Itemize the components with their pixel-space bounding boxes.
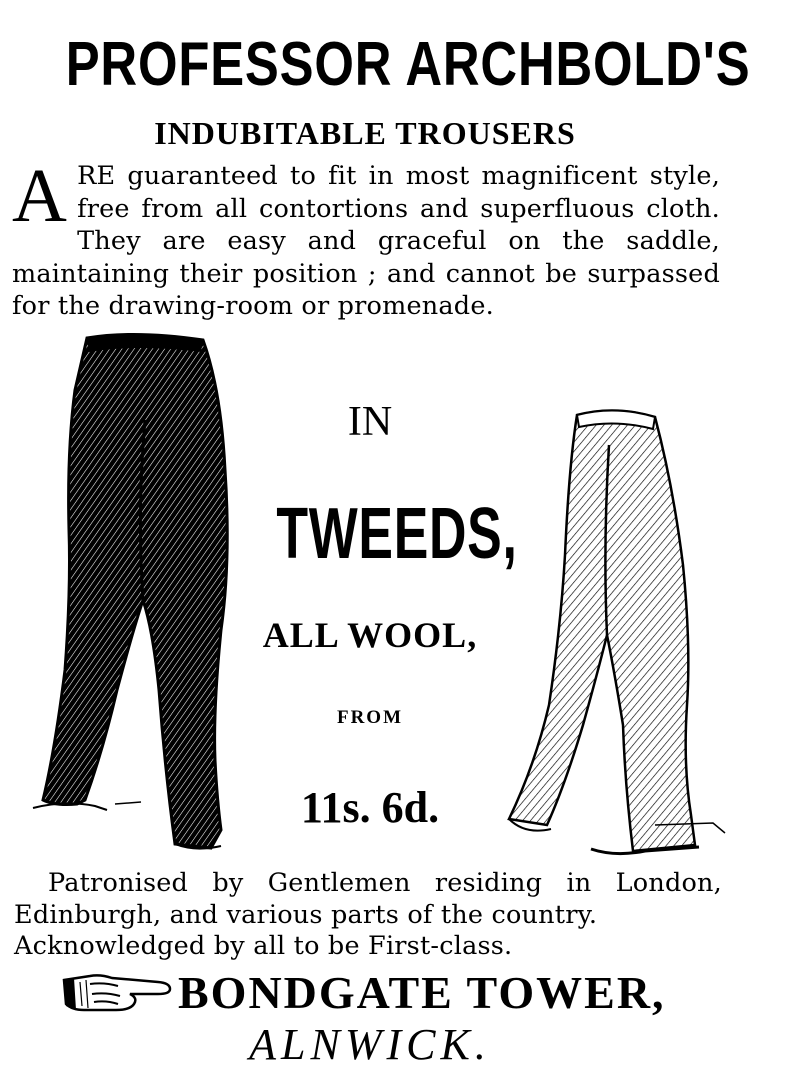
offer-material: TWEEDS, [276,494,518,574]
address-row [60,968,700,1018]
subheadline: INDUBITABLE TROUSERS [154,115,576,151]
offer-from: FROM [336,707,404,728]
offer-in: IN [347,399,393,445]
pointing-hand-icon [60,970,176,1014]
dark-trousers-illustration [25,330,245,860]
address-street: BONDGATE TOWER, [178,967,666,1018]
intro-body: RE guaranteed to fit in most magnificent style, free from all contortions and superfluous cloth. They are easy and graceful on the saddle, maintaining their position ; and cannot be surpassed for the drawing-room or promenade. [12,161,720,321]
offer-fabric: ALL WOOL, [262,615,478,655]
headline: PROFESSOR ARCHBOLD'S [65,30,751,99]
patronage-text [14,868,722,963]
patronage-line-2: Acknowledged by all to be First-class. [14,931,513,961]
drop-cap: A [12,154,68,238]
address-town: ALNWICK. [249,1020,491,1069]
patronage-line-1: Patronised by Gentlemen residing in London, Edinburgh, and various parts of the country. [14,868,722,930]
light-trousers-illustration [495,405,735,865]
intro-paragraph [12,154,720,323]
offer-price: 11s. 6d. [300,783,440,832]
